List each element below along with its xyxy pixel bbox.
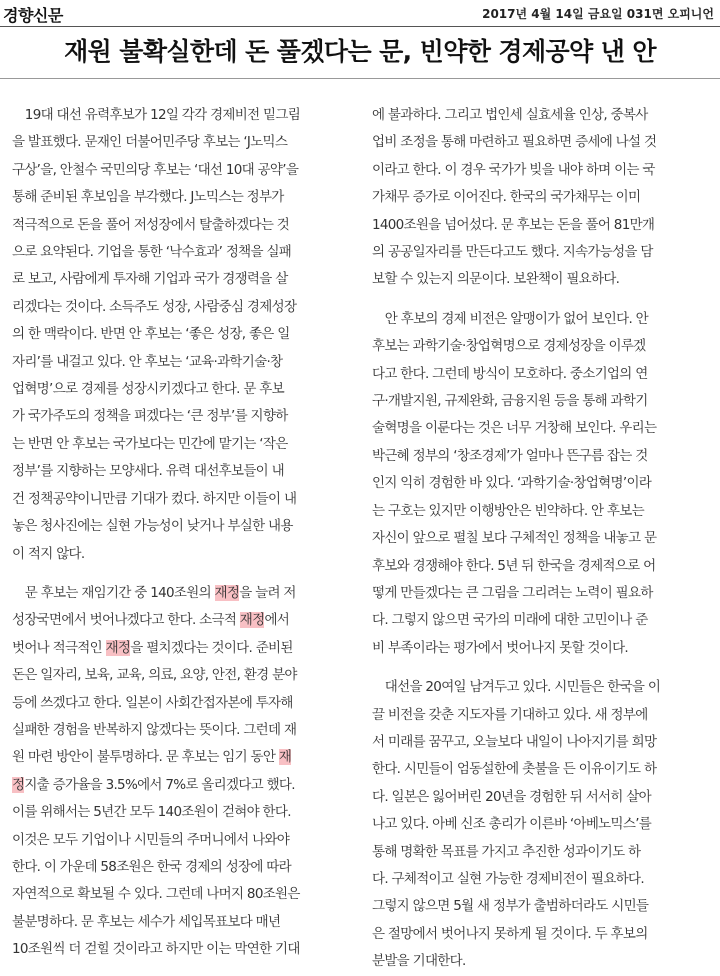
article-line: 대선을 20여일 남겨두고 있다. 시민들은 한국을 이 xyxy=(372,679,661,696)
article-line: 을 발표했다. 문재인 더불어민주당 후보는 ‘J노믹스 xyxy=(12,134,288,151)
highlighted-term: 재정 xyxy=(105,639,131,656)
article-line: 박근혜 정부의 ‘창조경제’가 얼마나 뜬구름 잡는 것 xyxy=(372,447,648,464)
article-line: 다. 구체적이고 실현 가능한 경제비전이 필요하다. xyxy=(372,870,644,887)
article-column-right xyxy=(372,102,712,976)
highlighted-term: 재정 xyxy=(214,584,240,601)
article-line: 로 보고, 사람에게 투자해 기업과 국가 경쟁력을 살 xyxy=(12,271,288,288)
article-line: 성장국면에서 벗어나겠다고 한다. 소극적 재정에서 xyxy=(12,612,290,629)
article-line: 놓은 청사진에는 실현 가능성이 낮거나 부실한 내용 xyxy=(12,518,293,535)
article-line: 돈은 일자리, 보육, 교육, 의료, 요양, 안전, 환경 분야 xyxy=(12,667,297,684)
article-line: 다. 그렇지 않으면 국가의 미래에 대한 고민이나 준 xyxy=(372,612,648,629)
article-line: 의 공공일자리를 만든다고도 했다. 지속가능성을 담 xyxy=(372,244,653,261)
article-line: 가 국가주도의 정책을 펴겠다는 ‘큰 정부’를 지향하 xyxy=(12,408,288,425)
article-line: 리겠다는 것이다. 소득주도 성장, 사람중심 경제성장 xyxy=(12,298,297,315)
article-line: 은 절망에서 벗어나지 못하게 될 것이다. 두 후보의 xyxy=(372,925,648,942)
article-line: 이를 위해서는 5년간 모두 140조원이 걷혀야 한다. xyxy=(12,804,291,821)
article-line: 실패한 경험을 반복하지 않겠다는 뜻이다. 그런데 재 xyxy=(12,721,297,738)
article-line: 자신이 앞으로 펼칠 보다 구체적인 정책을 내놓고 문 xyxy=(372,530,657,547)
article-line: 구·개발지원, 규제완화, 금융지원 등을 통해 과학기 xyxy=(372,393,648,410)
headline: 재원 불확실한데 돈 풀겠다는 문, 빈약한 경제공약 낸 안 xyxy=(64,37,656,66)
article-line: 원 마련 방안이 불투명하다. 문 후보는 임기 동안 재 xyxy=(12,749,292,766)
article-line: 1400조원을 넘어섰다. 문 후보는 돈을 풀어 81만개 xyxy=(372,216,655,233)
paragraph-gap xyxy=(372,662,712,674)
article-line: 불분명하다. 문 후보는 세수가 세입목표보다 매년 xyxy=(12,913,281,930)
headline-divider xyxy=(0,78,720,79)
article-line: 10조원씩 더 걷힐 것이라고 하지만 이는 막연한 기대 xyxy=(12,941,300,958)
article-line: 이라고 한다. 이 경우 국가가 빚을 내야 하며 이는 국 xyxy=(372,161,655,178)
article-line: 구상’을, 안철수 국민의당 후보는 ‘대선 10대 공약’을 xyxy=(12,161,299,178)
article-line: 술혁명을 이룬다는 것은 너무 거창해 보인다. 우리는 xyxy=(372,420,657,437)
paragraph-gap xyxy=(12,568,352,580)
article-line: 문 후보는 재임기간 중 140조원의 재정을 늘려 저 xyxy=(12,584,296,601)
article-line: 통해 명확한 목표를 가지고 추진한 성과이기도 하 xyxy=(372,843,641,860)
article-line: 는 반면 안 후보는 국가보다는 민간에 맡기는 ‘작은 xyxy=(12,435,288,452)
article-line: 는 구호는 있지만 이행방안은 빈약하다. 안 후보는 xyxy=(372,502,644,519)
article-line: 한다. 이 가운데 58조원은 한국 경제의 성장에 따라 xyxy=(12,858,291,875)
article-line: 통해 준비된 후보임을 부각했다. J노믹스는 정부가 xyxy=(12,189,284,206)
article-line: 그렇지 않으면 5월 새 정부가 출범하더라도 시민들 xyxy=(372,898,649,915)
article-line: 정부’를 지향하는 모양새다. 유력 대선후보들이 내 xyxy=(12,463,284,480)
article-line: 떻게 만들겠다는 큰 그림을 그리려는 노력이 필요하 xyxy=(372,584,653,601)
article-line: 한다. 시민들이 엄동설한에 촛불을 든 이유이기도 하 xyxy=(372,761,657,778)
article-line: 끌 비전을 갖춘 지도자를 기대하고 있다. 새 정부에 xyxy=(372,706,648,723)
article-line: 다고 한다. 그런데 방식이 모호하다. 중소기업의 연 xyxy=(372,365,648,382)
article-line: 업비 조정을 통해 마련하고 필요하면 증세에 나설 것 xyxy=(372,134,657,151)
article-line: 등에 쓰겠다고 한다. 일본이 사회간접자본에 투자해 xyxy=(12,694,293,711)
article-line: 자연적으로 확보될 수 있다. 그런데 나머지 80조원은 xyxy=(12,886,300,903)
article-line: 에 불과하다. 그리고 법인세 실효세율 인상, 중복사 xyxy=(372,107,648,123)
article-line: 벗어나 적극적인 재정을 펼치겠다는 것이다. 준비된 xyxy=(12,639,293,656)
article-line: 후보와 경쟁해야 한다. 5년 뒤 한국을 경제적으로 어 xyxy=(372,557,656,574)
article-line: 분발을 기대한다. xyxy=(372,953,466,970)
article-column-left xyxy=(12,102,352,964)
article-line: 19대 대선 유력후보가 12일 각각 경제비전 밑그림 xyxy=(12,107,301,123)
paragraph-gap xyxy=(372,294,712,306)
article-line: 보할 수 있는지 의문이다. 보완책이 필요하다. xyxy=(372,271,620,288)
article-line: 건 정책공약이니만큼 기대가 컸다. 하지만 이들이 내 xyxy=(12,490,297,507)
dateline: 2017년 4월 14일 금요일 031면 오피니언 xyxy=(482,7,714,21)
masthead xyxy=(0,0,720,27)
article-line: 나고 있다. 아베 신조 총리가 이른바 ‘아베노믹스’를 xyxy=(372,816,652,833)
article-line: 업혁명’으로 경제를 성장시키겠다고 한다. 문 후보 xyxy=(12,381,284,398)
article-line: 다. 일본은 잃어버린 20년을 경험한 뒤 서서히 살아 xyxy=(372,788,651,805)
highlighted-term: 정 xyxy=(12,776,25,793)
article-line: 자리’를 내걸고 있다. 안 후보는 ‘교육·과학기술·창 xyxy=(12,353,283,370)
highlighted-term: 재정 xyxy=(239,612,265,629)
newspaper-logo: 경향신문 xyxy=(3,6,63,25)
article-line: 적극적으로 돈을 풀어 저성장에서 탈출하겠다는 것 xyxy=(12,216,290,233)
article-line: 후보는 과학기술·창업혁명으로 경제성장을 이루겠 xyxy=(372,338,646,355)
article-line: 비 부족이라는 평가에서 벗어나지 못할 것이다. xyxy=(372,639,629,656)
article-line: 서 미래를 꿈꾸고, 오늘보다 내일이 나아지기를 희망 xyxy=(372,733,657,750)
article-line: 가채무 증가로 이어진다. 한국의 국가채무는 이미 xyxy=(372,189,641,206)
article-line: 의 한 맥락이다. 반면 안 후보는 ‘좋은 성장, 좋은 일 xyxy=(12,326,290,343)
article-line: 인지 익히 경험한 바 있다. ‘과학기술·창업혁명’이라 xyxy=(372,475,652,492)
article-line: 이 적지 않다. xyxy=(12,545,85,562)
highlighted-term: 재 xyxy=(278,749,292,766)
article-line: 으로 요약된다. 기업을 통한 ‘낙수효과’ 정책을 실패 xyxy=(12,244,292,261)
article-line: 이것은 모두 기업이나 시민들의 주머니에서 나와야 xyxy=(12,831,290,848)
article-line: 안 후보의 경제 비전은 알맹이가 없어 보인다. 안 xyxy=(372,310,649,327)
article-line: 정지출 증가율을 3.5%에서 7%로 올리겠다고 했다. xyxy=(12,776,295,793)
